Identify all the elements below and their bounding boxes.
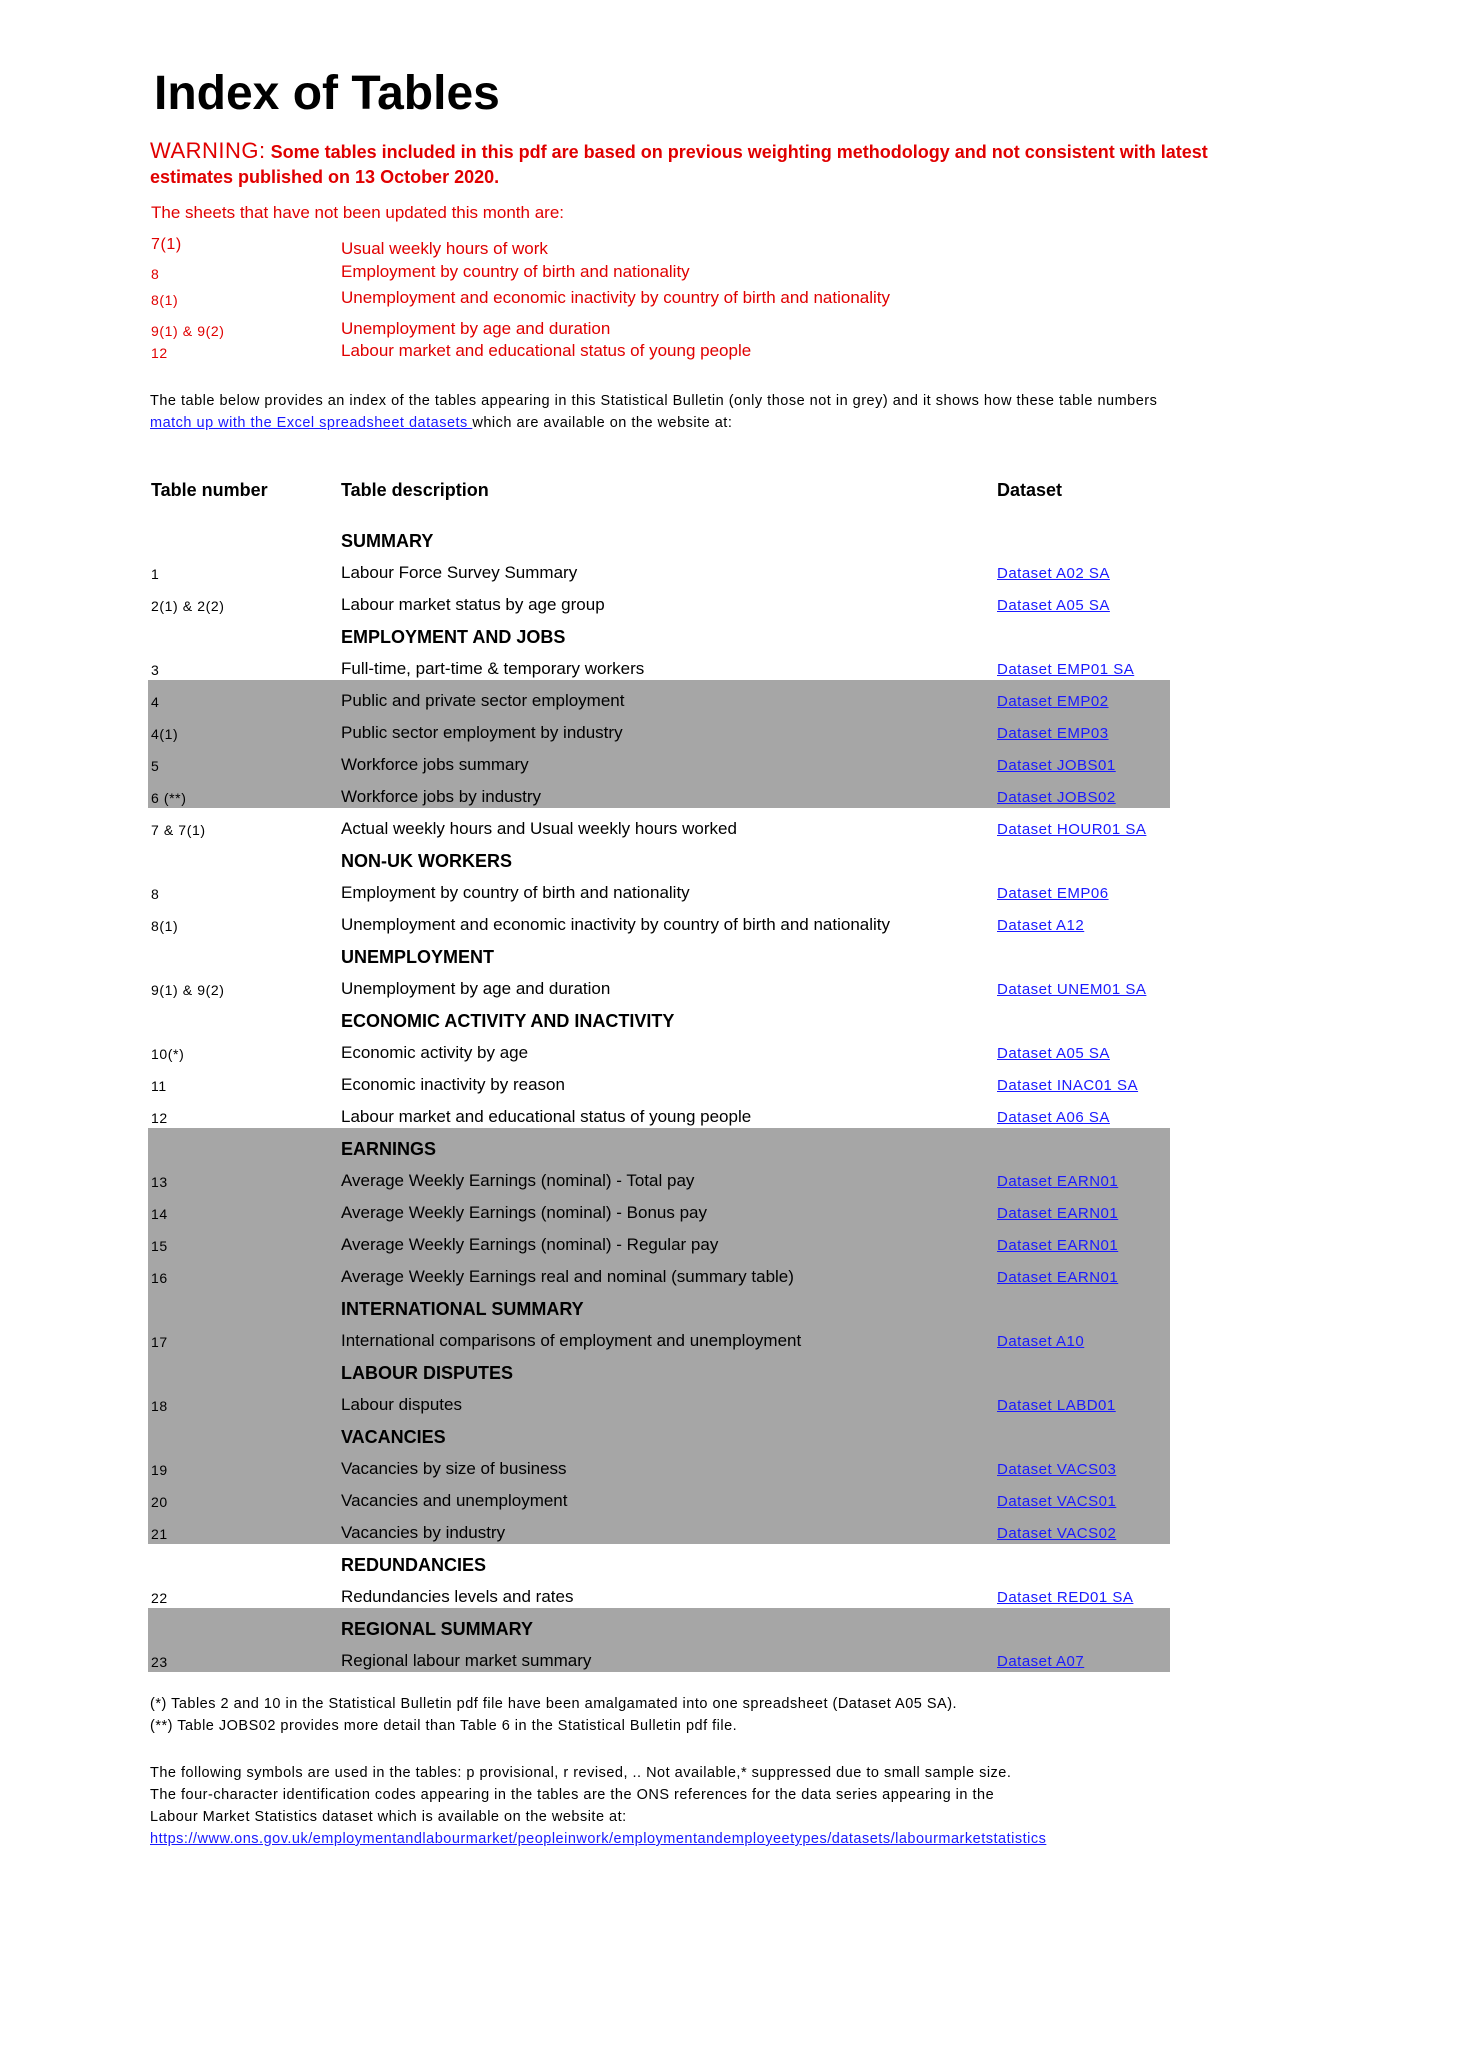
table-description: Unemployment by age and duration <box>341 979 611 998</box>
dataset-link[interactable]: Dataset VACS01 <box>997 1493 1117 1510</box>
table-number: 18 <box>151 1398 168 1414</box>
dataset-link[interactable]: Dataset RED01 SA <box>997 1589 1134 1606</box>
intro-paragraph <box>150 390 1270 434</box>
table-number: 9(1) & 9(2) <box>151 982 225 998</box>
page-title: Index of Tables <box>154 67 500 120</box>
section-heading: VACANCIES <box>341 1427 446 1447</box>
table-number: 21 <box>151 1526 168 1542</box>
dataset-link[interactable]: Dataset INAC01 SA <box>997 1077 1139 1094</box>
section-heading: SUMMARY <box>341 531 434 551</box>
table-number: 3 <box>151 662 160 678</box>
warning-label: WARNING: <box>150 138 266 163</box>
table-row <box>148 1256 1170 1288</box>
section-heading: UNEMPLOYMENT <box>341 947 494 967</box>
table-row <box>148 1032 1170 1064</box>
not-updated-desc: Labour market and educational status of young people <box>341 341 752 360</box>
table-description: Workforce jobs by industry <box>341 787 541 806</box>
table-number: 13 <box>151 1174 168 1190</box>
table-number: 1 <box>151 566 160 582</box>
table-description: Full-time, part-time & temporary workers <box>341 659 645 678</box>
section-row <box>148 520 1170 552</box>
table-number: 10(*) <box>151 1046 185 1062</box>
table-number: 23 <box>151 1654 168 1670</box>
table-description: Vacancies and unemployment <box>341 1491 568 1510</box>
table-number: 15 <box>151 1238 168 1254</box>
section-row <box>148 1608 1170 1640</box>
table-description: Employment by country of birth and nationality <box>341 883 690 902</box>
dataset-link[interactable]: Dataset EARN01 <box>997 1269 1119 1286</box>
table-description: Public sector employment by industry <box>341 723 623 742</box>
table-number: 11 <box>151 1078 167 1094</box>
dataset-link[interactable]: Dataset EARN01 <box>997 1173 1119 1190</box>
not-updated-num: 12 <box>151 345 168 361</box>
not-updated-num: 7(1) <box>151 236 182 253</box>
header-dataset: Dataset <box>997 480 1063 500</box>
table-row <box>148 584 1170 616</box>
table-row <box>148 904 1170 936</box>
table-row <box>148 1192 1170 1224</box>
dataset-link[interactable]: Dataset EARN01 <box>997 1237 1119 1254</box>
dataset-link[interactable]: Dataset A05 SA <box>997 597 1110 614</box>
table-description: Labour disputes <box>341 1395 462 1414</box>
table-row <box>148 648 1170 680</box>
table-row <box>148 712 1170 744</box>
section-row <box>148 1416 1170 1448</box>
table-row <box>148 1576 1170 1608</box>
dataset-link[interactable]: Dataset EMP02 <box>997 693 1109 710</box>
dataset-link[interactable]: Dataset VACS03 <box>997 1461 1117 1478</box>
section-heading: LABOUR DISPUTES <box>341 1363 514 1383</box>
table-row <box>148 1096 1170 1128</box>
section-heading: EARNINGS <box>341 1139 437 1159</box>
table-row <box>148 1512 1170 1544</box>
dataset-link[interactable]: Dataset LABD01 <box>997 1397 1116 1414</box>
not-updated-desc: Usual weekly hours of work <box>341 239 548 258</box>
table-number: 4(1) <box>151 726 179 742</box>
section-heading: EMPLOYMENT AND JOBS <box>341 627 566 647</box>
table-description: Average Weekly Earnings (nominal) - Total pay <box>341 1171 695 1190</box>
section-heading: NON-UK WORKERS <box>341 851 512 871</box>
table-row <box>148 1384 1170 1416</box>
table-row <box>148 552 1170 584</box>
dataset-link[interactable]: Dataset A12 <box>997 917 1085 934</box>
table-number: 14 <box>151 1206 168 1222</box>
table-description: Economic activity by age <box>341 1043 529 1062</box>
table-description: International comparisons of employment and unemployment <box>341 1331 802 1350</box>
dataset-link[interactable]: Dataset EMP06 <box>997 885 1109 902</box>
table-row <box>148 1640 1170 1672</box>
section-row <box>148 840 1170 872</box>
table-row <box>148 1064 1170 1096</box>
table-number: 22 <box>151 1590 168 1606</box>
table-description: Unemployment and economic inactivity by country of birth and nationality <box>341 915 891 934</box>
table-row <box>148 680 1170 712</box>
dataset-link[interactable]: Dataset EMP01 SA <box>997 661 1135 678</box>
section-row <box>148 1352 1170 1384</box>
table-row <box>148 1160 1170 1192</box>
dataset-link[interactable]: Dataset A05 SA <box>997 1045 1110 1062</box>
table-number: 17 <box>151 1334 168 1350</box>
table-row <box>148 1224 1170 1256</box>
footnote-1: (*) Tables 2 and 10 in the Statistical Bulletin pdf file have been amalgamated into one spreadsheet (Dataset A05 SA). <box>150 1696 958 1712</box>
section-row <box>148 1288 1170 1320</box>
table-number: 4 <box>151 694 160 710</box>
not-updated-desc: Unemployment and economic inactivity by country of birth and nationality <box>341 288 891 307</box>
table-description: Redundancies levels and rates <box>341 1587 574 1606</box>
intro-text-2: which are available on the website at: <box>472 415 733 431</box>
codes-note-1: The four-character identification codes appearing in the tables are the ONS references for the data series appearing in the <box>150 1787 995 1803</box>
dataset-link[interactable]: Dataset VACS02 <box>997 1525 1117 1542</box>
dataset-link[interactable]: Dataset A02 SA <box>997 565 1110 582</box>
table-row <box>148 1480 1170 1512</box>
table-row <box>148 808 1170 840</box>
header-table-number: Table number <box>151 480 268 500</box>
not-updated-heading: The sheets that have not been updated this month are: <box>151 203 565 222</box>
table-description: Workforce jobs summary <box>341 755 529 774</box>
section-heading: ECONOMIC ACTIVITY AND INACTIVITY <box>341 1011 675 1031</box>
table-number: 2(1) & 2(2) <box>151 598 225 614</box>
dataset-link[interactable]: Dataset EMP03 <box>997 725 1109 742</box>
table-row <box>148 1320 1170 1352</box>
not-updated-desc: Employment by country of birth and nationality <box>341 262 690 281</box>
table-number: 8 <box>151 886 160 902</box>
section-row <box>148 1128 1170 1160</box>
table-row <box>148 872 1170 904</box>
table-row <box>148 776 1170 808</box>
dataset-link[interactable]: Dataset UNEM01 SA <box>997 981 1147 998</box>
dataset-link[interactable]: Dataset HOUR01 SA <box>997 821 1147 838</box>
table-number: 19 <box>151 1462 168 1478</box>
table-description: Vacancies by size of business <box>341 1459 567 1478</box>
table-row <box>148 1448 1170 1480</box>
dataset-link[interactable]: Dataset JOBS02 <box>997 789 1116 806</box>
table-description: Public and private sector employment <box>341 691 625 710</box>
intro-text: The table below provides an index of the tables appearing in this Statistical Bulletin (only those not in grey) and it shows how these table numbers <box>150 393 1158 409</box>
table-number: 6 (**) <box>151 790 187 806</box>
datasets-link[interactable]: match up with the Excel spreadsheet datasets <box>150 415 473 431</box>
table-number: 7 & 7(1) <box>151 822 206 838</box>
section-row <box>148 1000 1170 1032</box>
table-description: Economic inactivity by reason <box>341 1075 565 1094</box>
table-number: 8(1) <box>151 918 179 934</box>
dataset-link[interactable]: Dataset A10 <box>997 1333 1085 1350</box>
table-description: Average Weekly Earnings (nominal) - Regular pay <box>341 1235 719 1254</box>
table-description: Average Weekly Earnings (nominal) - Bonus pay <box>341 1203 707 1222</box>
table-description: Vacancies by industry <box>341 1523 506 1542</box>
codes-note-2: Labour Market Statistics dataset which is available on the website at: <box>150 1809 627 1825</box>
symbols-note: The following symbols are used in the tables: p provisional, r revised, .. Not available,* suppressed due to small sample size. <box>150 1765 1012 1781</box>
warning-text: Some tables included in this pdf are based on previous weighting methodology and not consistent with latest estimates published on 13 October 2020. <box>150 142 1208 187</box>
dataset-link[interactable]: Dataset A07 <box>997 1653 1085 1670</box>
table-description: Actual weekly hours and Usual weekly hours worked <box>341 819 737 838</box>
section-row <box>148 616 1170 648</box>
not-updated-num: 8(1) <box>151 292 179 308</box>
section-heading: REGIONAL SUMMARY <box>341 1619 534 1639</box>
section-row <box>148 1544 1170 1576</box>
not-updated-num: 9(1) & 9(2) <box>151 323 225 339</box>
table-number: 12 <box>151 1110 168 1126</box>
warning-notice <box>150 138 1210 190</box>
dataset-link[interactable]: Dataset JOBS01 <box>997 757 1116 774</box>
dataset-link[interactable]: Dataset A06 SA <box>997 1109 1110 1126</box>
table-row <box>148 744 1170 776</box>
table-row <box>148 968 1170 1000</box>
table-number: 20 <box>151 1494 168 1510</box>
section-heading: INTERNATIONAL SUMMARY <box>341 1299 584 1319</box>
table-description: Labour market and educational status of young people <box>341 1107 752 1126</box>
table-number: 16 <box>151 1270 168 1286</box>
table-number: 5 <box>151 758 160 774</box>
section-row <box>148 936 1170 968</box>
section-heading: REDUNDANCIES <box>341 1555 487 1575</box>
not-updated-num: 8 <box>151 266 160 282</box>
ons-website-link[interactable]: https://www.ons.gov.uk/employmentandlabourmarket/peopleinwork/employmentandemployeetypes/datasets/labourmarketstatistics <box>150 1831 1047 1847</box>
not-updated-desc: Unemployment by age and duration <box>341 319 611 338</box>
footnote-2: (**) Table JOBS02 provides more detail than Table 6 in the Statistical Bulletin pdf file. <box>150 1718 738 1734</box>
table-description: Labour market status by age group <box>341 595 605 614</box>
dataset-link[interactable]: Dataset EARN01 <box>997 1205 1119 1222</box>
table-description: Labour Force Survey Summary <box>341 563 578 582</box>
table-description: Average Weekly Earnings real and nominal (summary table) <box>341 1267 794 1286</box>
header-table-description: Table description <box>341 480 489 500</box>
table-description: Regional labour market summary <box>341 1651 592 1670</box>
